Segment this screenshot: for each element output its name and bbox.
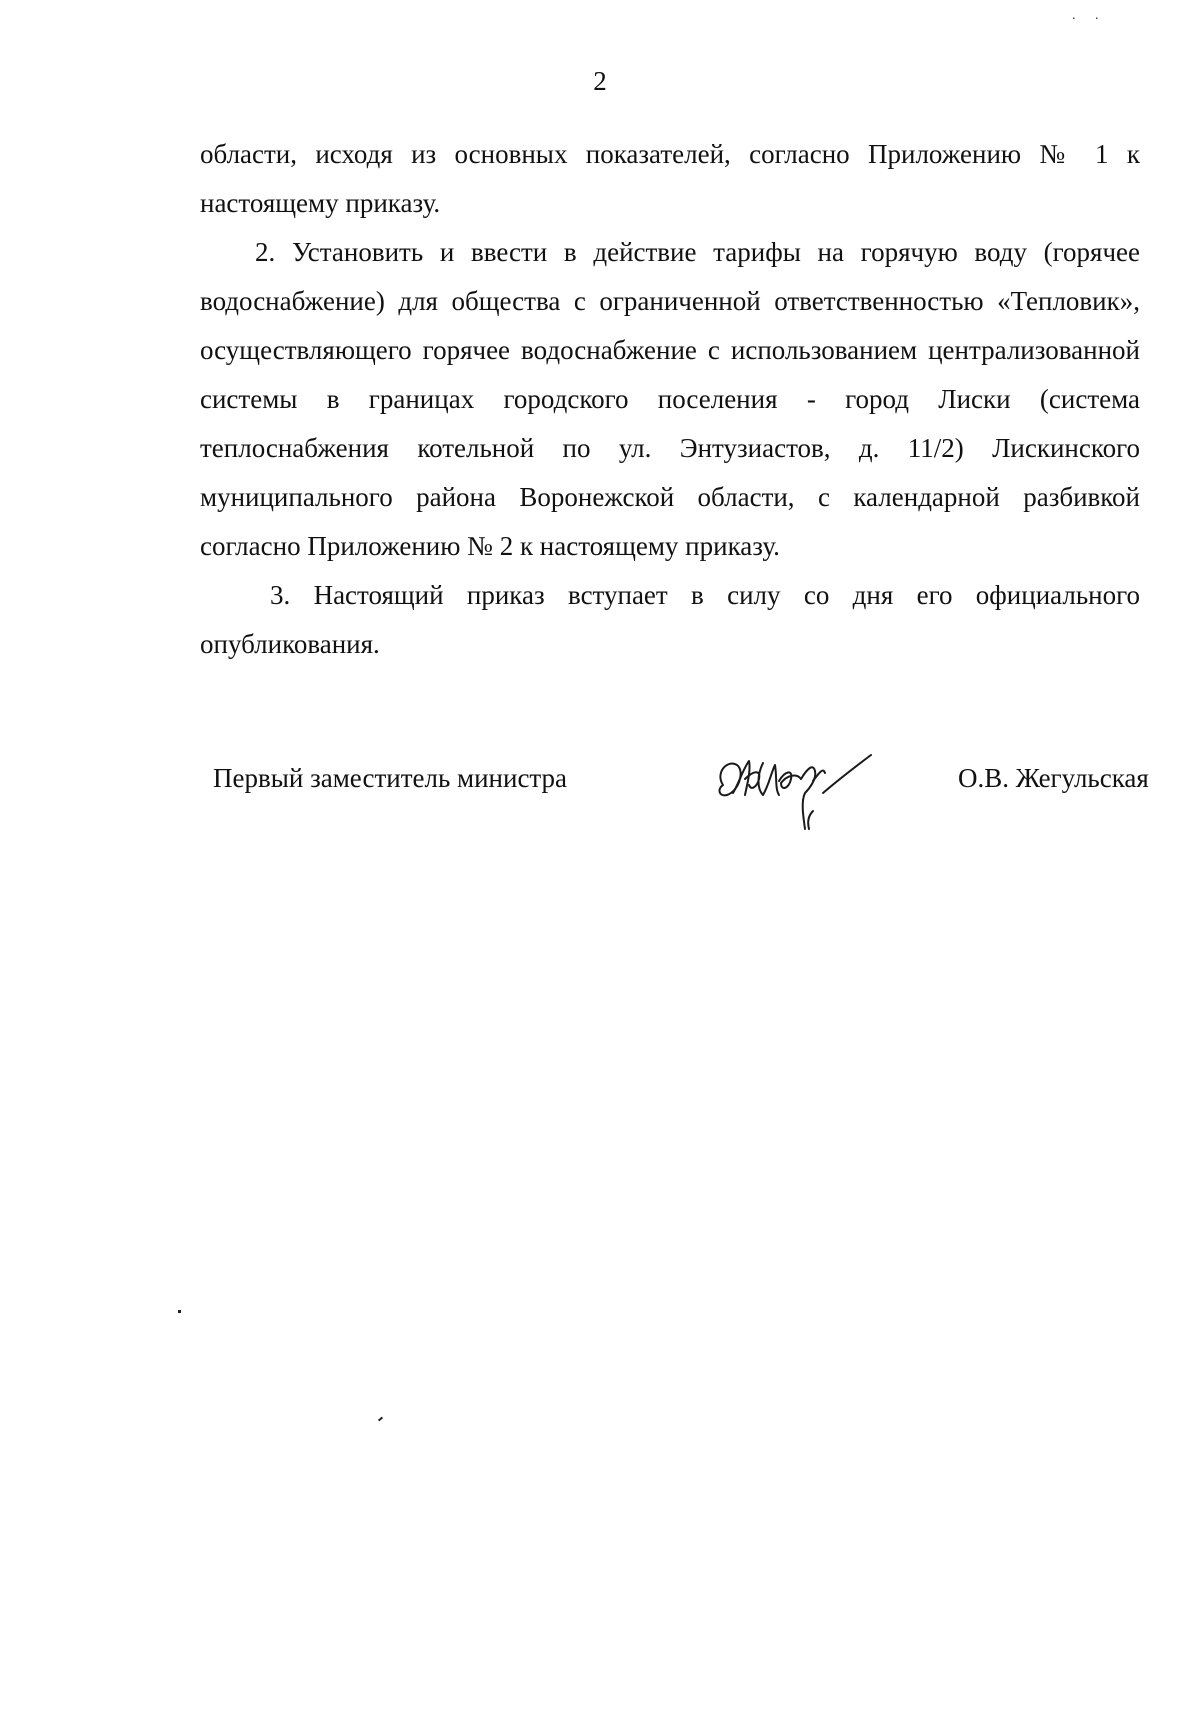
paragraph-continuation: области, исходя из основных показателей, согласно Приложению № 1 к настоящему приказу.	[200, 139, 1140, 218]
paragraph-item-2: 2. Установить и ввести в действие тарифы на горячую воду (горячее водоснабжение) для общества с ограниченной ответственностью «Тепловик», осуществляющего горячее водоснабжение с использованием централизованной системы в границах городского поселения - город Лиски (система теплоснабжения котельной по ул. Энтузиастов, д. 11/2) Лискинского муниципального района Воронежской области, с календарной разбивкой согласно Приложению № 2 к настоящему приказу.	[200, 237, 1140, 561]
scan-speck	[178, 1310, 181, 1313]
corner-scan-marks: . .	[1072, 8, 1107, 23]
signature-block	[0, 745, 1200, 835]
document-body	[200, 130, 1140, 669]
page-number: 2	[593, 66, 607, 96]
signer-position: Первый заместитель министра	[213, 763, 568, 793]
scan-speck	[378, 1417, 383, 1422]
signer-name: О.В. Жегульская	[958, 763, 1149, 793]
handwritten-signature-icon	[705, 745, 875, 833]
paragraph-item-3: 3. Настоящий приказ вступает в силу со дня его официального опубликования.	[200, 580, 1140, 659]
